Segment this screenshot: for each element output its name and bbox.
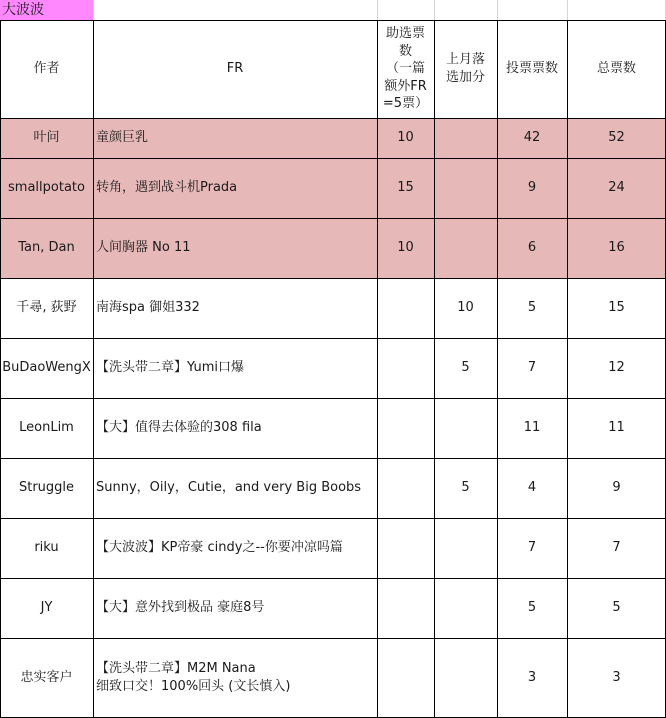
cell-author[interactable]: BuDaoWengX [2,360,91,376]
column-border [567,20,568,718]
cell-fr[interactable] [93,638,377,718]
cell-author[interactable]: riku [34,540,59,556]
cell-assist[interactable] [377,338,434,398]
header-bonus[interactable] [434,20,497,118]
title-gridline [434,0,435,20]
cell-votes[interactable]: 11 [523,420,541,436]
cell-assist[interactable] [377,518,434,578]
cell-votes[interactable]: 9 [497,158,567,218]
cell-fr[interactable] [93,578,377,638]
cell-assist[interactable]: 10 [377,218,434,278]
cell-assist[interactable] [377,638,434,718]
cell-total[interactable]: 15 [608,300,625,316]
header-votes[interactable]: 投票票数 [505,61,558,77]
cell-assist[interactable]: 10 [377,118,434,158]
fr-text [96,539,343,557]
cell-bonus[interactable] [434,578,497,638]
cell-assist[interactable] [377,458,434,518]
sheet-title[interactable]: 大波波 [0,0,93,20]
cell-assist[interactable] [377,398,434,458]
cell-votes[interactable]: 7 [527,360,537,376]
fr-line: 【大】值得去体验的308 fila [96,420,262,436]
header-bonus-line: 上月落 [445,52,485,68]
fr-text [96,129,148,147]
column-border [377,20,378,718]
cell-bonus[interactable] [434,158,497,218]
cell-assist[interactable]: 15 [377,158,434,218]
cell-fr[interactable] [93,518,377,578]
cell-votes[interactable]: 3 [527,670,537,686]
cell-total[interactable]: 12 [608,360,625,376]
header-fr[interactable]: FR [226,61,244,77]
header-assist-votes-line: 助选票 [385,26,425,42]
cell-bonus[interactable] [434,118,497,158]
cell-total[interactable]: 7 [612,540,621,556]
cell-total[interactable]: 9 [612,480,621,496]
title-gridline [93,0,94,20]
fr-line: 细致口交！100%回头 (文长慎入) [96,679,291,694]
cell-author[interactable]: 叶问 [0,118,93,158]
fr-text [96,599,264,617]
fr-text [96,660,290,695]
header-author[interactable]: 作者 [33,61,60,77]
cell-fr[interactable] [93,278,377,338]
fr-line: 人间胸器 No 11 [96,240,191,256]
fr-text [96,359,244,377]
header-assist-votes[interactable] [377,20,434,118]
cell-assist[interactable] [377,278,434,338]
cell-author[interactable]: 忠实客户 [20,670,73,686]
header-assist-votes-line: （一篇 [385,61,425,77]
cell-votes[interactable]: 5 [527,300,537,316]
cell-total[interactable]: 24 [567,158,666,218]
fr-line: 【洗头带二章】M2M Nana [96,661,256,677]
cell-votes[interactable]: 7 [527,540,537,556]
header-bonus-lines [446,51,485,86]
fr-line: 【洗头带二章】Yumi口爆 [96,360,244,376]
cell-author[interactable]: Tan, Dan [0,218,93,278]
fr-text [96,299,200,317]
fr-line: Sunny，Oily，Cutie，and very Big Boobs [96,480,362,496]
column-border [0,20,1,718]
fr-text [96,239,191,257]
fr-text [96,479,361,497]
cell-total[interactable]: 5 [612,600,621,616]
cell-author[interactable]: Struggle [18,480,75,496]
header-bonus-line: 选加分 [445,70,485,85]
cell-votes[interactable]: 6 [497,218,567,278]
column-border [434,20,435,718]
title-gridline [377,0,378,20]
cell-bonus[interactable] [434,218,497,278]
cell-bonus[interactable]: 5 [461,480,470,496]
cell-fr[interactable] [93,158,377,218]
cell-total[interactable]: 3 [612,670,621,686]
cell-bonus[interactable] [434,398,497,458]
cell-fr[interactable] [93,218,377,278]
fr-line: 转角，遇到战斗机Prada [96,180,238,196]
column-border [93,20,94,718]
cell-votes[interactable]: 5 [527,600,537,616]
cell-fr[interactable] [93,458,377,518]
title-gridline [497,0,498,20]
fr-line: 【大波波】KP帝豪 cindy之--你要冲凉吗篇 [96,540,343,556]
cell-fr[interactable] [93,398,377,458]
fr-text [96,179,237,197]
title-gridline [567,0,568,20]
header-assist-votes-line: =5票） [382,96,429,112]
column-border [497,20,498,718]
header-assist-votes-line: 额外FR [384,78,427,94]
cell-assist[interactable] [377,578,434,638]
cell-bonus[interactable] [434,638,497,718]
cell-total[interactable]: 16 [567,218,666,278]
fr-line: 童颜巨乳 [96,130,149,146]
cell-author[interactable]: JY [40,600,53,616]
cell-total[interactable]: 11 [608,420,625,436]
fr-line: 【大】意外找到极品 豪庭8号 [96,600,265,616]
cell-bonus[interactable] [434,518,497,578]
fr-text [96,419,262,437]
cell-fr[interactable] [93,338,377,398]
header-assist-votes-line: 数 [398,43,412,59]
cell-fr[interactable] [93,118,377,158]
cell-bonus[interactable]: 5 [461,360,470,376]
cell-author[interactable]: 千尋, 荻野 [16,300,77,316]
cell-bonus[interactable]: 10 [457,300,474,316]
cell-author[interactable]: LeonLim [19,420,74,436]
cell-author[interactable]: smallpotato [0,158,93,218]
cell-votes[interactable]: 4 [527,480,537,496]
header-total[interactable]: 总票数 [596,61,636,77]
cell-votes[interactable]: 42 [497,118,567,158]
header-assist-votes-lines [383,25,428,113]
fr-line: 南海spa 御姐332 [96,300,200,316]
cell-total[interactable]: 52 [567,118,666,158]
